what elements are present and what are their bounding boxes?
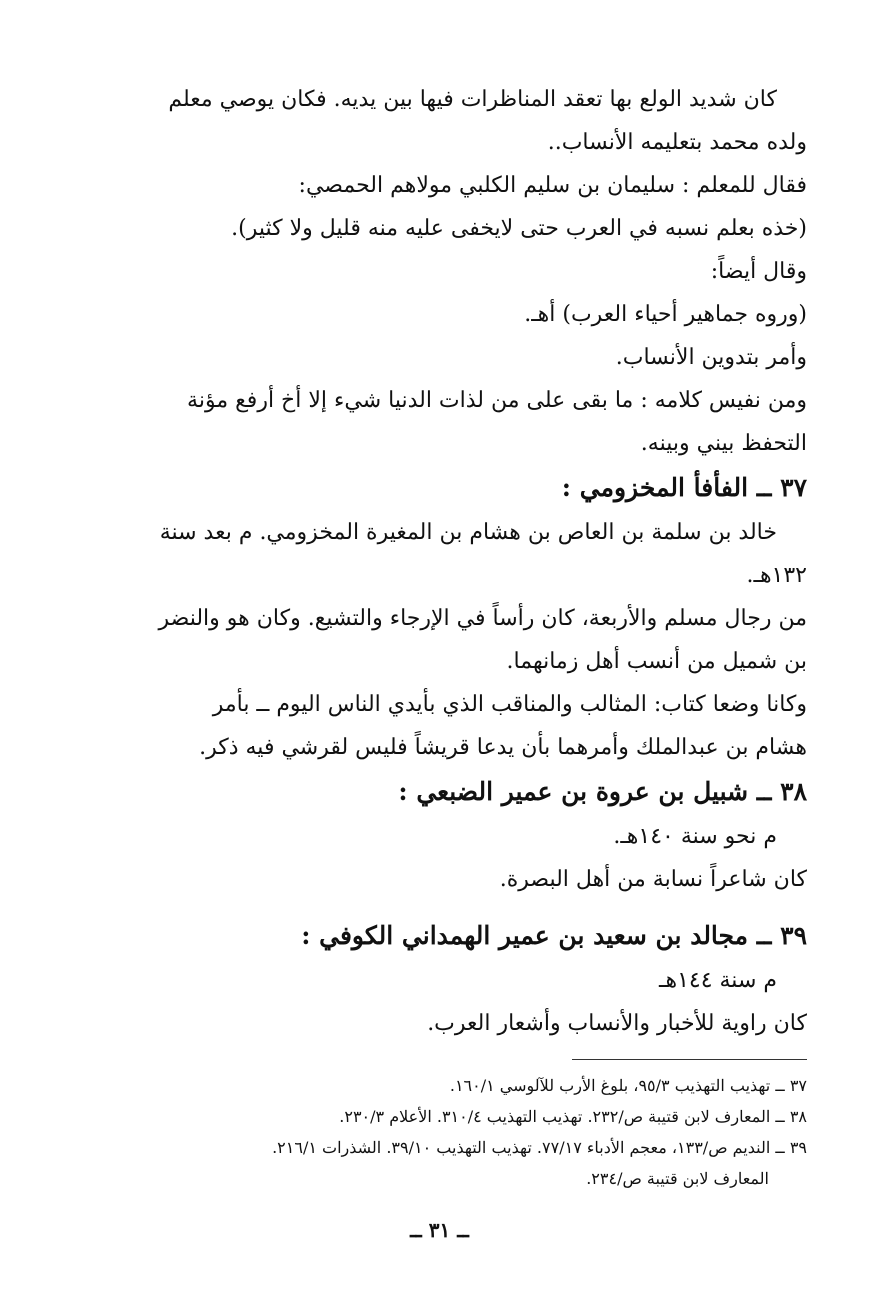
body-line: كان راوية للأخبار والأنساب وأشعار العرب. xyxy=(427,1011,807,1036)
body-line: ولده محمد بتعليمه الأنساب.. xyxy=(547,130,807,155)
page-body xyxy=(69,78,807,1194)
entry-39 xyxy=(69,913,807,1045)
footnote: ٣٧ ــ تهذيب التهذيب ٩٥/٣، بلوغ الأرب للآلوسي ١٦٠/١. xyxy=(449,1076,807,1095)
body-line: وقال أيضاً: xyxy=(710,259,807,284)
entry-38 xyxy=(69,769,807,901)
entry-37 xyxy=(69,465,807,769)
page-number: ــ ٣١ ــ xyxy=(410,1218,469,1242)
body-line: ومن نفيس كلامه : ما بقى على من لذات الدنيا شيء إلا أخ أرفع مؤنة xyxy=(187,388,807,413)
body-line: وكانا وضعا كتاب: المثالب والمناقب الذي بأيدي الناس اليوم ــ بأمر xyxy=(212,692,807,717)
footnote-divider xyxy=(572,1059,807,1060)
footnotes xyxy=(69,1070,807,1194)
entry-heading: ٣٧ ــ الفأفأ المخزومي : xyxy=(561,473,807,502)
footnote: ٣٨ ــ المعارف لابن قتيبة ص/٢٣٢. تهذيب التهذيب ٣١٠/٤. الأعلام ٢٣٠/٣. xyxy=(339,1107,807,1126)
body-line: خالد بن سلمة بن العاص بن هشام بن المغيرة المخزومي. م بعد سنة xyxy=(159,520,777,545)
body-line: من رجال مسلم والأربعة، كان رأساً في الإرجاء والتشيع. وكان هو والنضر xyxy=(158,606,807,631)
footnote-continuation: المعارف لابن قتيبة ص/٢٣٤. xyxy=(586,1169,769,1188)
entry-heading: ٣٩ ــ مجالد بن سعيد بن عمير الهمداني الكوفي : xyxy=(301,921,807,950)
body-line: بن شميل من أنسب أهل زمانهما. xyxy=(506,649,807,674)
body-line: م سنة ١٤٤هـ xyxy=(659,968,777,993)
body-line: ١٣٢هـ. xyxy=(746,563,807,588)
body-line: كان شديد الولع بها تعقد المناظرات فيها بين يديه. فكان يوصي معلم xyxy=(168,87,777,112)
body-line: فقال للمعلم : سليمان بن سليم الكلبي مولاهم الحمصي: xyxy=(298,173,807,198)
body-line: (خذه بعلم نسبه في العرب حتى لايخفى عليه منه قليل ولا كثير). xyxy=(231,216,807,241)
entry-heading: ٣٨ ــ شبيل بن عروة بن عمير الضبعي : xyxy=(398,777,807,806)
body-line: كان شاعراً نسابة من أهل البصرة. xyxy=(499,867,807,892)
body-line: التحفظ بيني وبينه. xyxy=(640,431,807,456)
body-line: (وروه جماهير أحياء العرب) أهـ. xyxy=(524,302,807,327)
continuation-text xyxy=(69,78,807,465)
footnote: ٣٩ ــ النديم ص/١٣٣، معجم الأدباء ٧٧/١٧. تهذيب التهذيب ٣٩/١٠. الشذرات ٢١٦/١. xyxy=(272,1138,807,1157)
body-line: هشام بن عبدالملك وأمرهما بأن يدعا قريشاً فليس لقرشي فيه ذكر. xyxy=(199,735,807,760)
body-line: م نحو سنة ١٤٠هـ. xyxy=(613,824,777,849)
body-line: وأمر بتدوين الأنساب. xyxy=(615,345,807,370)
